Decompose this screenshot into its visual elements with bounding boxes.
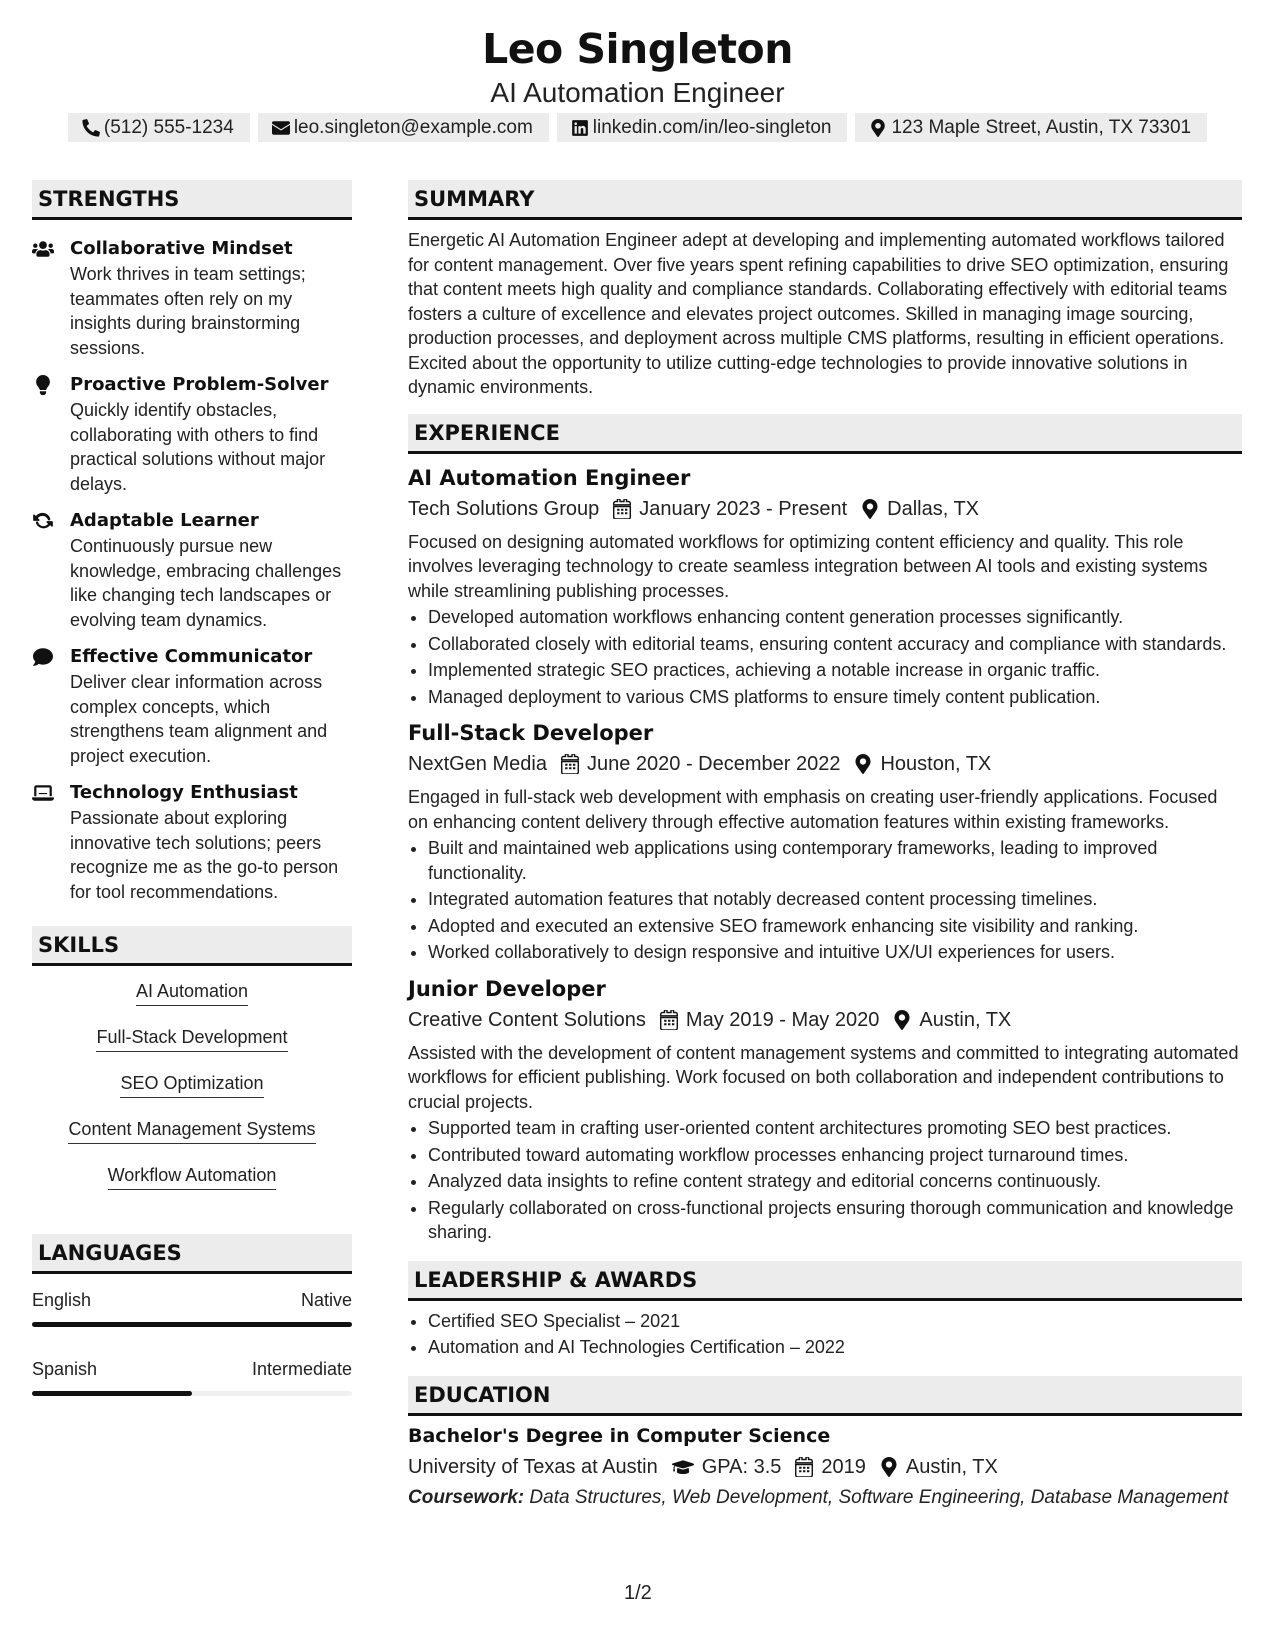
job-bullet: • Regularly collaborated on cross-functional projects ensuring thorough communication and knowledge sharing. <box>428 1196 1242 1245</box>
map-pin-icon <box>880 1457 898 1477</box>
map-pin-icon <box>854 754 872 774</box>
job-bullet: • Supported team in crafting user-oriented content architectures promoting SEO best practices. <box>428 1116 1242 1141</box>
degree-title: Bachelor's Degree in Computer Science <box>408 1424 831 1447</box>
awards-list <box>408 1309 1242 1360</box>
job-location: Houston, TX <box>880 753 992 775</box>
contact-address-text: 123 Maple Street, Austin, TX 73301 <box>891 116 1192 138</box>
job-description: Assisted with the development of content management systems and committed to integrating automated workflows for efficient publishing. Work focused on both collaboration and independent contributions to crucial projects. <box>408 1042 1239 1112</box>
strength-title: Technology Enthusiast <box>70 782 298 803</box>
calendar-icon <box>795 1457 813 1477</box>
strength-desc: Deliver clear information across complex concepts, which strengthens team alignment and project execution. <box>70 672 328 766</box>
job-company: Creative Content Solutions <box>408 1008 646 1031</box>
awards-heading: LEADERSHIP & AWARDS <box>408 1261 1242 1301</box>
strength-title: Collaborative Mindset <box>70 238 293 259</box>
job-description: Engaged in full-stack web development with emphasis on creating user-friendly applications. Focused on enhancing content delivery through effective automation features within existing frameworks. <box>408 787 1218 832</box>
envelope-icon <box>272 119 290 137</box>
education-heading: EDUCATION <box>408 1376 1242 1416</box>
users-icon <box>32 236 70 360</box>
education-meta <box>408 1452 1242 1482</box>
map-pin-icon <box>893 1010 911 1030</box>
job-company: Tech Solutions Group <box>408 497 600 520</box>
job-location: Dallas, TX <box>887 497 980 520</box>
language-proficiency-fill <box>32 1391 192 1396</box>
coursework-text: Data Structures, Web Development, Software Engineering, Database Management <box>529 1486 1229 1508</box>
skill-item: Full-Stack Development <box>96 1026 287 1052</box>
job-title: Full-Stack Developer <box>408 721 654 745</box>
calendar-icon <box>561 754 579 774</box>
contact-phone-text: (512) 555-1234 <box>103 116 234 138</box>
job-title: AI Automation Engineer <box>408 465 691 490</box>
left-column <box>32 180 352 1396</box>
job-description: Focused on designing automated workflows for optimizing content efficiency and quality. This role involves leveraging technology to create seamless integration between AI tools and existing systems while streamlining publishing processes. <box>408 531 1208 601</box>
map-pin-icon <box>861 499 879 519</box>
chat-bubble-icon <box>32 644 70 768</box>
job-entry <box>408 975 1242 1245</box>
award-item: • Certified SEO Specialist – 2021 <box>428 1309 1242 1334</box>
job-dates: May 2019 - May 2020 <box>685 1008 880 1031</box>
candidate-name: Leo Singleton <box>482 25 793 73</box>
job-bullet: • Contributed toward automating workflow processes enhancing project turnaround times. <box>428 1143 1242 1168</box>
language-item <box>32 1288 352 1327</box>
phone-icon <box>82 119 100 137</box>
skill-item: SEO Optimization <box>120 1072 263 1098</box>
job-bullet: • Developed automation workflows enhancing content generation processes significantly. <box>428 605 1242 630</box>
language-level: Native <box>300 1290 352 1310</box>
strength-item <box>32 780 352 904</box>
skills-list <box>32 980 352 1210</box>
strength-desc: Work thrives in team settings; teammates often rely on my insights during brainstorming sessions. <box>70 264 306 358</box>
candidate-title: AI Automation Engineer <box>490 77 785 108</box>
school-name: University of Texas at Austin <box>408 1455 658 1478</box>
language-name: English <box>32 1290 92 1310</box>
strength-item <box>32 236 352 360</box>
calendar-icon <box>613 499 631 519</box>
job-bullet: • Integrated automation features that notably decreased content processing timelines. <box>428 887 1242 912</box>
experience-heading: EXPERIENCE <box>408 414 1242 454</box>
job-dates: January 2023 - Present <box>639 497 848 520</box>
job-bullet: • Adopted and executed an extensive SEO framework enhancing site visibility and ranking. <box>428 914 1242 939</box>
skills-heading: SKILLS <box>32 926 352 966</box>
strength-desc: Continuously pursue new knowledge, embracing challenges like changing tech landscapes or evolving team dynamics. <box>70 536 342 630</box>
right-column <box>408 180 1242 1510</box>
job-bullet: • Implemented strategic SEO practices, achieving a notable increase in organic traffic. <box>428 658 1242 683</box>
language-proficiency-bar <box>32 1322 352 1327</box>
strength-item <box>32 508 352 632</box>
job-bullets <box>408 1116 1242 1245</box>
page-number: 1/2 <box>624 1582 652 1604</box>
contact-bar <box>0 113 1275 142</box>
job-bullet: • Built and maintained web applications using contemporary frameworks, leading to improved functionality. <box>428 836 1242 885</box>
job-bullets <box>408 605 1242 709</box>
award-item: • Automation and AI Technologies Certification – 2022 <box>428 1335 1242 1360</box>
strengths-heading: STRENGTHS <box>32 180 352 220</box>
contact-email-text: leo.singleton@example.com <box>293 116 533 138</box>
strength-title: Adaptable Learner <box>70 510 259 531</box>
strength-title: Effective Communicator <box>70 646 313 667</box>
job-entry <box>408 464 1242 710</box>
strength-desc: Quickly identify obstacles, collaborating with others to find practical solutions without major delays. <box>70 400 326 494</box>
strength-title: Proactive Problem-Solver <box>70 374 329 395</box>
contact-linkedin-text: linkedin.com/in/leo-singleton <box>592 116 832 138</box>
job-bullet: • Worked collaboratively to design responsive and intuitive UX/UI experiences for users. <box>428 940 1242 965</box>
language-item <box>32 1357 352 1396</box>
coursework <box>408 1486 1242 1510</box>
contact-linkedin[interactable] <box>557 113 848 142</box>
skill-item: AI Automation <box>136 980 248 1006</box>
job-bullets <box>408 836 1242 965</box>
skill-item: Content Management Systems <box>68 1118 315 1144</box>
graduation-year: 2019 <box>821 1455 866 1478</box>
summary-heading: SUMMARY <box>408 180 1242 220</box>
laptop-icon <box>32 780 70 904</box>
strength-item <box>32 372 352 496</box>
language-level: Intermediate <box>251 1359 352 1379</box>
language-name: Spanish <box>32 1359 98 1379</box>
map-pin-icon <box>869 119 887 137</box>
resume-header <box>0 22 1275 110</box>
job-entry <box>408 719 1242 965</box>
job-location: Austin, TX <box>919 1008 1012 1031</box>
linkedin-icon <box>571 119 589 137</box>
contact-email[interactable] <box>258 113 549 142</box>
job-dates: June 2020 - December 2022 <box>586 753 841 775</box>
contact-address[interactable] <box>855 113 1207 142</box>
skill-item: Workflow Automation <box>108 1164 277 1190</box>
language-proficiency-bar <box>32 1391 352 1396</box>
summary-text: Energetic AI Automation Engineer adept at developing and implementing automated workflows tailored for content management. Over five years spent refining capabilities to drive SEO optimization, ensuring that content meets high quality and compliance standards. Collaborating effectively with editorial teams fosters a culture of excellence and elevates project outcomes. Skilled in managing image sourcing, production processes, and deployment across multiple CMS platforms, resulting in efficient operations. Excited about the opportunity to utilize cutting-edge technologies to provide innovative solutions in dynamic environments. <box>408 230 1229 397</box>
strength-desc: Passionate about exploring innovative tech solutions; peers recognize me as the go-to person for tool recommendations. <box>70 808 339 902</box>
job-bullet: • Analyzed data insights to refine content strategy and editorial concerns continuously. <box>428 1169 1242 1194</box>
contact-phone[interactable] <box>68 113 250 142</box>
coursework-label: Coursework: <box>408 1486 525 1508</box>
sync-icon <box>32 508 70 632</box>
strength-item <box>32 644 352 768</box>
job-company: NextGen Media <box>408 753 547 775</box>
languages-heading: LANGUAGES <box>32 1234 352 1274</box>
job-bullet: • Managed deployment to various CMS platforms to ensure timely content publication. <box>428 685 1242 710</box>
gpa: GPA: 3.5 <box>701 1455 782 1478</box>
language-proficiency-fill <box>32 1322 352 1327</box>
calendar-icon <box>660 1010 678 1030</box>
lightbulb-icon <box>32 372 70 496</box>
job-bullet: • Collaborated closely with editorial teams, ensuring content accuracy and compliance with standards. <box>428 632 1242 657</box>
school-location: Austin, TX <box>905 1455 998 1478</box>
job-title: Junior Developer <box>408 976 606 1001</box>
graduation-cap-icon <box>672 1457 694 1477</box>
